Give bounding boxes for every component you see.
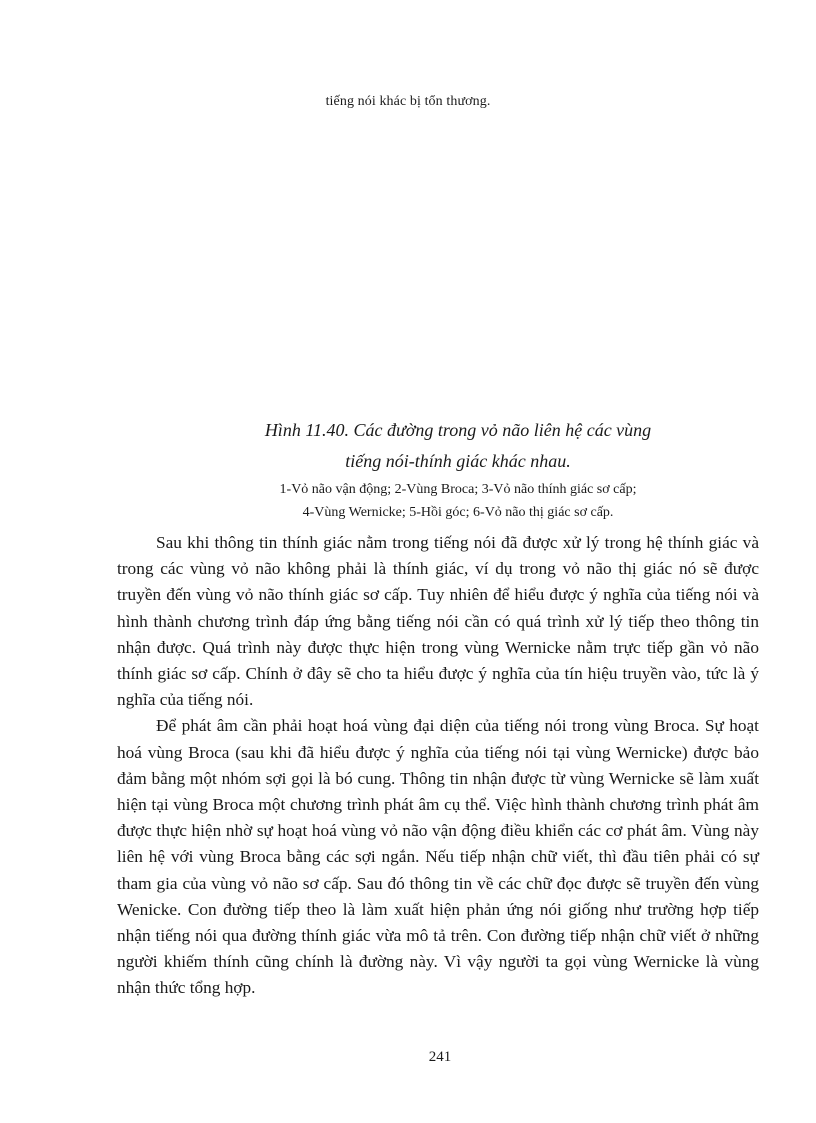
figure-caption-title-continued: tiếng nói-thính giác khác nhau. [345,451,571,471]
page-number: 241 [428,1049,452,1065]
figure-legend-line: 1-Vỏ não vận động; 2-Vùng Broca; 3-Vỏ não thính giác sơ cấp; [279,482,637,497]
body-text [117,530,759,1002]
figure-caption-title: Hình 11.40. Các đường trong vỏ não liên hệ các vùng [264,420,652,440]
figure-legend-line: 4-Vùng Wernicke; 5-Hồi góc; 6-Vỏ não thị giác sơ cấp. [302,505,614,520]
continued-text-line: tiếng nói khác bị tổn thương. [325,94,491,109]
paragraph: Sau khi thông tin thính giác nằm trong tiếng nói đã được xử lý trong hệ thính giác và trong các vùng vỏ não không phải là thính giác, ví dụ trong vỏ não thị giác nó sẽ được truyền đến vùng vỏ não thính giác sơ cấp. Tuy nhiên để hiểu được ý nghĩa của tiếng nói và hình thành chương trình đáp ứng bằng tiếng nói cần có quá trình xử lý tiếp theo thông tin nhận được. Quá trình này được thực hiện trong vùng Wernicke nằm trực tiếp gần vỏ não thính giác sơ cấp. Chính ở đây sẽ cho ta hiểu được ý nghĩa của tín hiệu truyền vào, tức là ý nghĩa của tiếng nói. [117,533,759,710]
paragraph: Để phát âm cần phải hoạt hoá vùng đại diện của tiếng nói trong vùng Broca. Sự hoạt hoá vùng Broca (sau khi đã hiểu được ý nghĩa của tiếng nói tại vùng Wernicke) được bảo đảm bằng một nhóm sợi gọi là bó cung. Thông tin nhận được từ vùng Wernicke sẽ làm xuất hiện tại vùng Broca một chương trình phát âm cụ thể. Việc hình thành chương trình phát âm được thực hiện nhờ sự hoạt hoá vùng vỏ não vận động điều khiển các cơ phát âm. Vùng này liên hệ với vùng Broca bằng các sợi ngắn. Nếu tiếp nhận chữ viết, thì đầu tiên phải có sự tham gia của vùng vỏ não sơ cấp. Sau đó thông tin về các chữ đọc được sẽ truyền đến vùng Wenicke. Con đường tiếp theo là làm xuất hiện phản ứng nói giống như trường hợp tiếp nhận tiếng nói qua đường thính giác vừa mô tả trên. Con đường tiếp nhận chữ viết ở những người khiếm thính cũng chính là đường này. Vì vậy người ta gọi vùng Wernicke là vùng nhận thức tổng hợp. [117,716,759,998]
figure-placeholder [110,125,710,405]
